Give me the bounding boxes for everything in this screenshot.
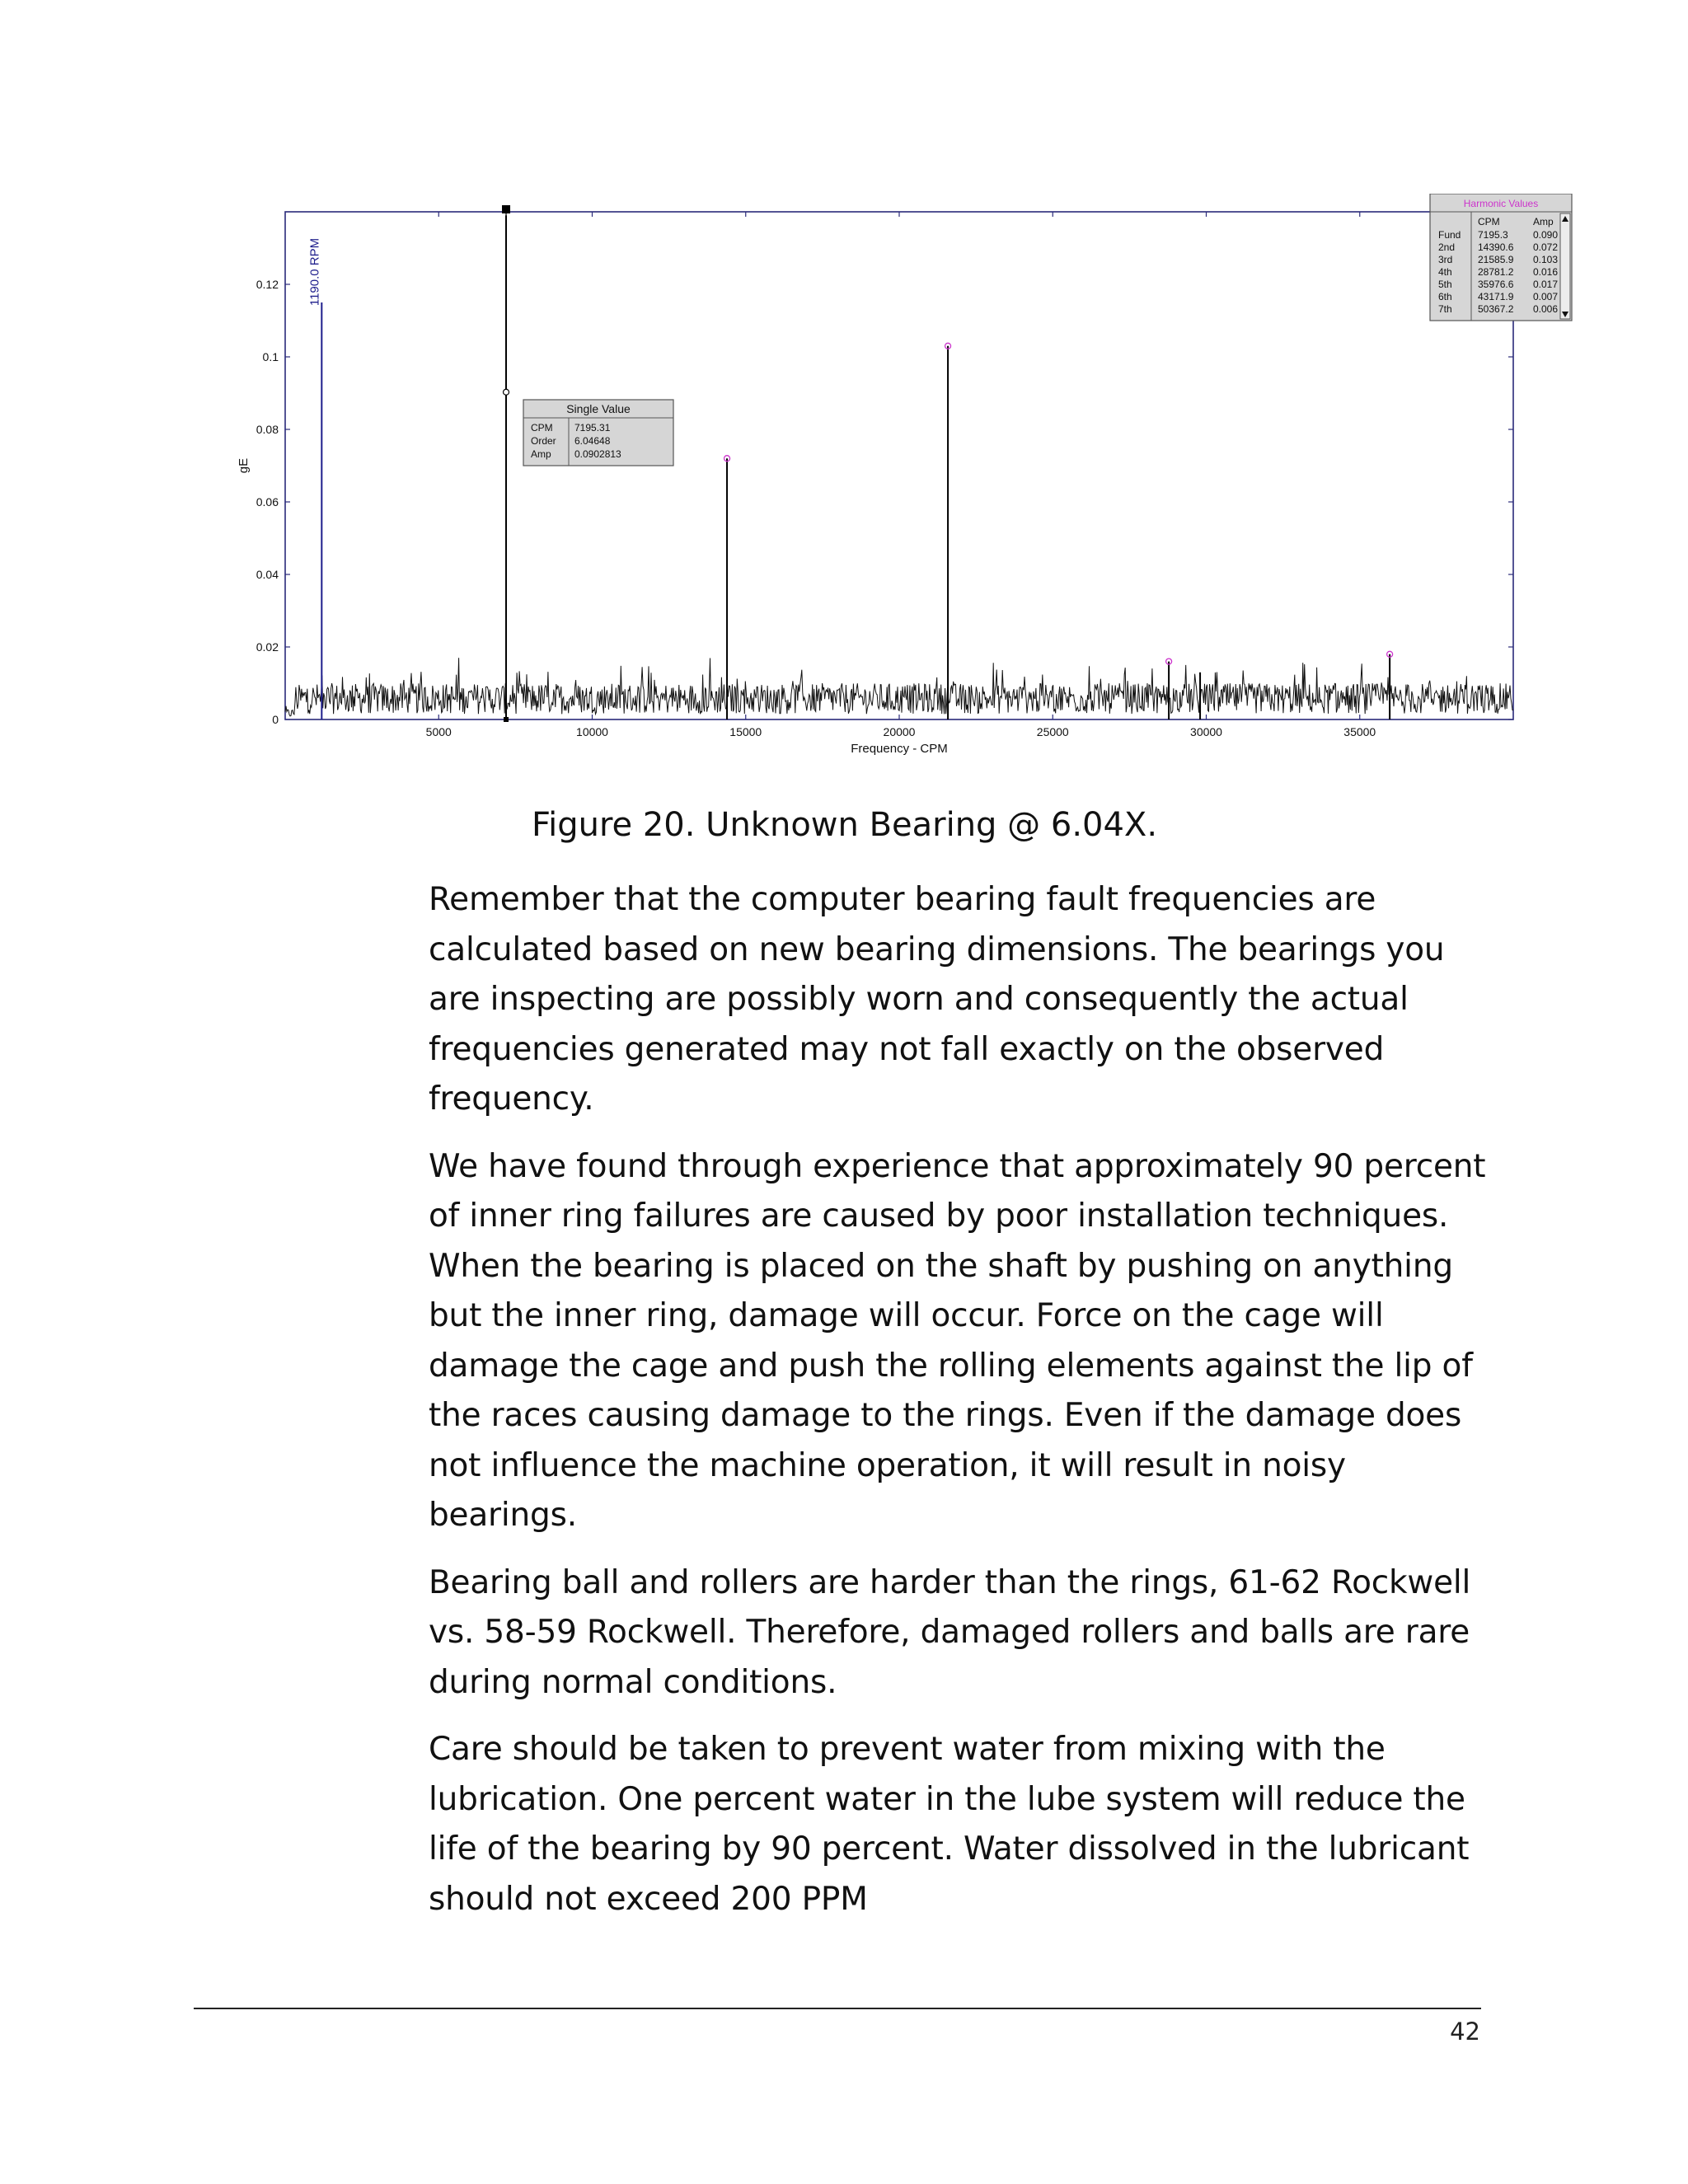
harmonic-values-cell-3-1: 28781.2 [1478,266,1514,278]
harmonic-values-cell-5-0: 6th [1438,291,1452,302]
harmonic-values-cell-6-1: 50367.2 [1478,303,1514,315]
harmonic-values-cell-2-1: 21585.9 [1478,254,1514,265]
x-axis-title: Frequency - CPM [851,742,948,756]
single-value-title: Single Value [566,402,631,415]
rpm-label: 1190.0 RPM [307,237,322,307]
paragraph-4: Care should be taken to prevent water from mixing with the lubrication. One percent water in the lube system will reduce the life of the bearing by 90 percent. Water dissolved in the lubricant should not exceed 200 PPM [429,1731,1470,1918]
cursor-handle [502,205,510,213]
spectrum-plot [231,194,1582,779]
single-value-label-1: Order [531,435,556,447]
cursor-foot [504,717,509,722]
harmonic-values-cell-1-1: 14390.6 [1478,241,1514,253]
harmonic-values-cell-0-2: 0.090 [1533,229,1559,241]
single-value-value-2: 0.0902813 [574,448,621,460]
y-tick-label-0: 0 [272,713,279,726]
x-tick-label-0: 5000 [425,725,452,738]
single-value-value-1: 6.04648 [574,435,611,447]
y-tick-label-1: 0.02 [256,640,279,654]
y-axis-title: gE [237,457,251,474]
harmonic-values-header-2: Amp [1533,216,1554,227]
paragraph-1: Remember that the computer bearing fault frequencies are calculated based on new bearing dimensions. The bearings you are inspecting are possibly worn and consequently the actual frequencies generated may not fall exactly on the observed frequency. [429,881,1445,1118]
footer-rule [194,2008,1481,2009]
x-tick-label-2: 15000 [729,725,762,738]
harmonic-values-header-1: CPM [1478,216,1500,227]
single-value-box [523,400,673,466]
spectrum-trace [285,658,1513,716]
single-value-label-0: CPM [531,422,553,434]
harmonic-values-scrollbar [1560,213,1570,319]
harmonic-values-cell-6-0: 7th [1438,303,1452,315]
harmonic-values-cell-3-0: 4th [1438,266,1452,278]
harmonic-values-cell-5-1: 43171.9 [1478,291,1514,302]
y-tick-label-3: 0.06 [256,495,279,509]
single-value-value-0: 7195.31 [574,422,611,434]
harmonic-values-cell-5-2: 0.007 [1533,291,1559,302]
page-number: 42 [1450,2018,1480,2046]
y-tick-label-2: 0.04 [256,568,279,581]
cursor-marker [504,389,509,395]
figure-caption: Figure 20. Unknown Bearing @ 6.04X. [532,806,1158,844]
harmonic-values-cell-1-0: 2nd [1438,241,1456,253]
harmonic-values-cell-4-1: 35976.6 [1478,279,1514,290]
body-text [429,875,1500,1942]
spectrum-chart [231,194,1582,779]
x-tick-label-1: 10000 [576,725,608,738]
y-tick-label-5: 0.1 [262,350,279,363]
harmonic-values-cell-4-0: 5th [1438,279,1452,290]
harmonic-values-cell-6-2: 0.006 [1533,303,1559,315]
plot-frame [285,212,1513,719]
x-tick-label-3: 20000 [883,725,916,738]
x-tick-label-5: 30000 [1190,725,1222,738]
harmonic-values-title: Harmonic Values [1463,198,1539,209]
paragraph-3: Bearing ball and rollers are harder than the rings, 61-62 Rockwell vs. 58-59 Rockwell. Therefore, damaged rollers and balls are rare during normal conditions. [429,1563,1471,1701]
harmonic-values-cell-2-2: 0.103 [1533,254,1559,265]
x-tick-label-4: 25000 [1036,725,1069,738]
single-value-label-2: Amp [531,448,551,460]
harmonic-values-cell-1-2: 0.072 [1533,241,1559,253]
harmonic-values-cell-3-2: 0.016 [1533,266,1559,278]
harmonic-values-cell-0-1: 7195.3 [1478,229,1508,241]
harmonic-values-box [1430,194,1572,321]
x-tick-label-6: 35000 [1343,725,1376,738]
harmonic-values-cell-0-0: Fund [1438,229,1461,241]
y-tick-label-6: 0.12 [256,278,279,291]
y-tick-label-4: 0.08 [256,423,279,436]
paragraph-2: We have found through experience that approximately 90 percent of inner ring failures are caused by poor installation techniques. When the bearing is placed on the shaft by pushing on anything but the inner ring, damage will occur. Force on the cage will damage the cage and push the rolling elements against the lip of the races causing damage to the rings. Even if the damage does not influence the machine operation, it will result in noisy bearings. [429,1147,1486,1534]
harmonic-values-cell-2-0: 3rd [1438,254,1453,265]
harmonic-values-cell-4-2: 0.017 [1533,279,1559,290]
